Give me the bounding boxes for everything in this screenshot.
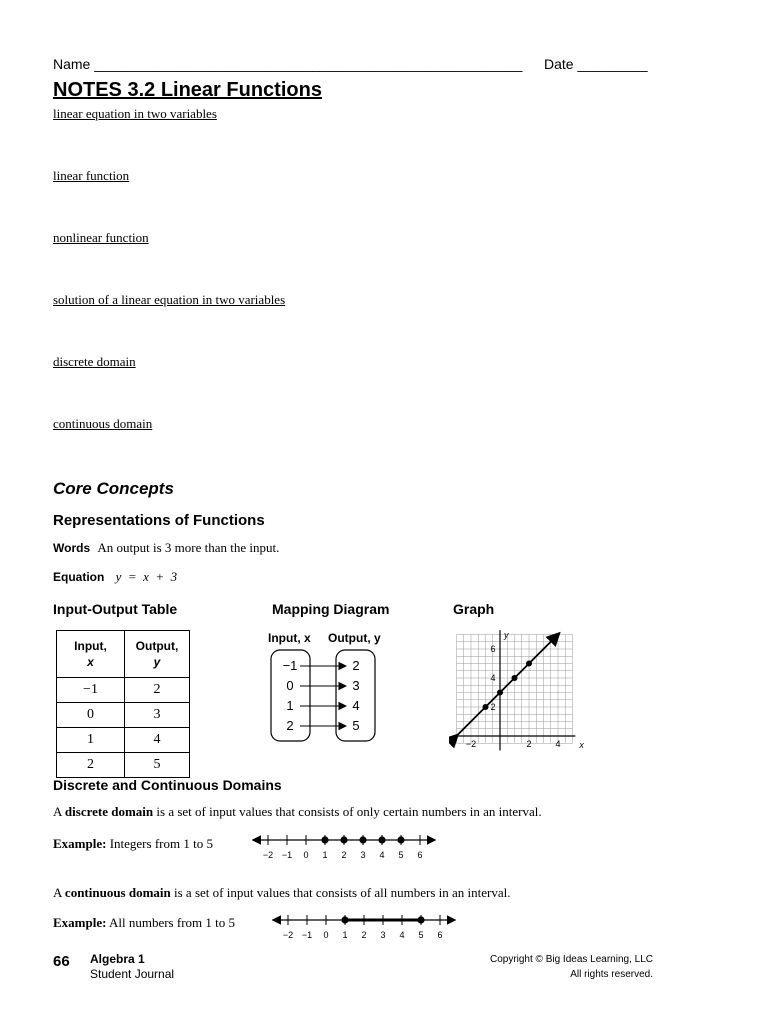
y-axis-label: y (504, 630, 509, 641)
graph-marks (458, 633, 560, 735)
mapping-output-value: 4 (352, 698, 360, 713)
vocab-term-discrete-domain: discrete domain (53, 354, 136, 369)
example2-text: All numbers from 1 to 5 (106, 915, 235, 930)
number-line-point (359, 836, 366, 843)
table-row (57, 678, 190, 703)
graph-point (526, 661, 532, 667)
discrete-number-line (252, 830, 448, 864)
table-header-input (57, 631, 125, 678)
vocab-term-solution: solution of a linear equation in two variables (53, 292, 286, 307)
table-header-output (125, 631, 190, 678)
number-line-tick-label: −2 (262, 850, 274, 860)
discrete-def-term: discrete domain (64, 804, 154, 819)
mapping-output-value: 2 (352, 658, 360, 673)
number-line-tick-label: 1 (342, 930, 348, 940)
date-field-label: Date _________ (544, 56, 648, 72)
y-tick-label: 4 (490, 673, 496, 683)
x-tick-label: 4 (555, 739, 561, 749)
footer-copyright: Copyright © Big Ideas Learning, LLC (489, 954, 653, 965)
number-line-point (378, 836, 385, 843)
discrete-definition (53, 804, 542, 820)
mapping-title: Mapping Diagram (272, 601, 390, 617)
number-line-point (340, 836, 347, 843)
number-line-point (321, 836, 328, 843)
number-line-tick-label: 3 (380, 930, 386, 940)
continuous-example (53, 915, 235, 931)
number-line-tick-label: −1 (301, 930, 313, 940)
page-title: NOTES 3.2 Linear Functions (53, 79, 322, 101)
continuous-def-term: continuous domain (64, 885, 171, 900)
mapping-input-value: −1 (282, 658, 298, 673)
mapping-output-label: Output, y (328, 631, 381, 645)
graph-title: Graph (453, 601, 495, 617)
table-cell: −1 (57, 678, 125, 703)
equation-text: y = x + 3 (115, 569, 178, 584)
mapping-input-value: 1 (286, 698, 294, 713)
table-row (57, 703, 190, 728)
example1-text: Integers from 1 to 5 (106, 836, 213, 851)
output-header-label: Output, (135, 639, 179, 653)
example2-label: Example: (53, 915, 107, 930)
continuous-number-line (272, 910, 468, 944)
footer-book: Algebra 1 (90, 952, 145, 966)
x-tick-label: −2 (465, 739, 477, 749)
continuous-def-post: is a set of input values that consists of all numbers in an interval. (170, 885, 511, 900)
number-line-tick-label: 6 (437, 930, 443, 940)
linear-graph (449, 622, 584, 752)
graph-point (483, 704, 489, 710)
x-tick-label: 2 (526, 739, 532, 749)
vocab-term-linear-equation: linear equation in two variables (53, 106, 217, 121)
mapping-input-value: 0 (286, 678, 294, 693)
mapping-output-value: 5 (352, 718, 360, 733)
table-row (57, 728, 190, 753)
y-tick-label: 2 (490, 702, 496, 712)
mapping-diagram (262, 628, 402, 746)
table-cell: 0 (57, 703, 125, 728)
number-line-tick-label: −1 (281, 850, 293, 860)
number-line-tick-label: −2 (282, 930, 294, 940)
table-row (57, 753, 190, 778)
number-line-tick-label: 4 (399, 930, 405, 940)
number-line-point (397, 836, 404, 843)
number-line-tick-label: 4 (379, 850, 385, 860)
table-cell: 1 (57, 728, 125, 753)
name-field-label: Name _______________________________________________________ (53, 56, 523, 72)
example1-label: Example: (53, 836, 107, 851)
graph-point (512, 675, 518, 681)
input-header-var: x (87, 655, 94, 669)
continuous-definition (53, 885, 511, 901)
y-tick-label: 6 (490, 644, 496, 654)
table-header-row (57, 631, 190, 678)
vocab-term-continuous-domain: continuous domain (53, 416, 153, 431)
table-cell: 2 (125, 678, 190, 703)
words-label: Words (53, 541, 91, 555)
discrete-def-post: is a set of input values that consists of only certain numbers in an interval. (153, 804, 542, 819)
table-title: Input-Output Table (53, 601, 178, 617)
number-line-endpoint (417, 916, 424, 923)
table-cell: 2 (57, 753, 125, 778)
core-concepts-heading: Core Concepts (53, 479, 174, 498)
graph-axes (454, 630, 584, 750)
x-axis-label: x (579, 740, 584, 750)
words-text: An output is 3 more than the input. (97, 540, 280, 555)
representations-heading: Representations of Functions (53, 512, 265, 529)
discrete-def-pre: A (53, 804, 65, 819)
number-line-tick-label: 6 (417, 850, 423, 860)
table-cell: 5 (125, 753, 190, 778)
footer-journal: Student Journal (90, 967, 175, 981)
input-header-label: Input, (74, 639, 107, 653)
mapping-items (283, 658, 360, 733)
number-line-tick-label: 2 (361, 930, 367, 940)
number-line-tick-label: 2 (341, 850, 347, 860)
domains-heading: Discrete and Continuous Domains (53, 777, 282, 793)
graph-line (458, 633, 560, 735)
number-line-tick-label: 5 (398, 850, 404, 860)
equation-label: Equation (53, 570, 105, 584)
number-line-tick-label: 0 (303, 850, 309, 860)
number-line-tick-label: 0 (323, 930, 329, 940)
footer-rights: All rights reserved. (570, 969, 653, 980)
equation-line (53, 569, 177, 585)
input-output-table (56, 630, 190, 778)
graph-grid (457, 635, 573, 744)
number-line-tick-label: 5 (418, 930, 424, 940)
words-line (53, 540, 279, 556)
continuous-def-pre: A (53, 885, 65, 900)
discrete-example (53, 836, 213, 852)
mapping-input-value: 2 (286, 718, 294, 733)
graph-point (497, 690, 503, 696)
number-line-tick-label: 3 (360, 850, 366, 860)
number-line-endpoint (341, 916, 348, 923)
page-number: 66 (53, 953, 70, 970)
mapping-output-value: 3 (352, 678, 360, 693)
table-cell: 4 (125, 728, 190, 753)
table-cell: 3 (125, 703, 190, 728)
number-line-tick-label: 1 (322, 850, 328, 860)
vocab-term-nonlinear-function: nonlinear function (53, 230, 149, 245)
vocab-term-linear-function: linear function (53, 168, 130, 183)
output-header-var: y (153, 655, 161, 669)
mapping-input-label: Input, x (268, 631, 311, 645)
